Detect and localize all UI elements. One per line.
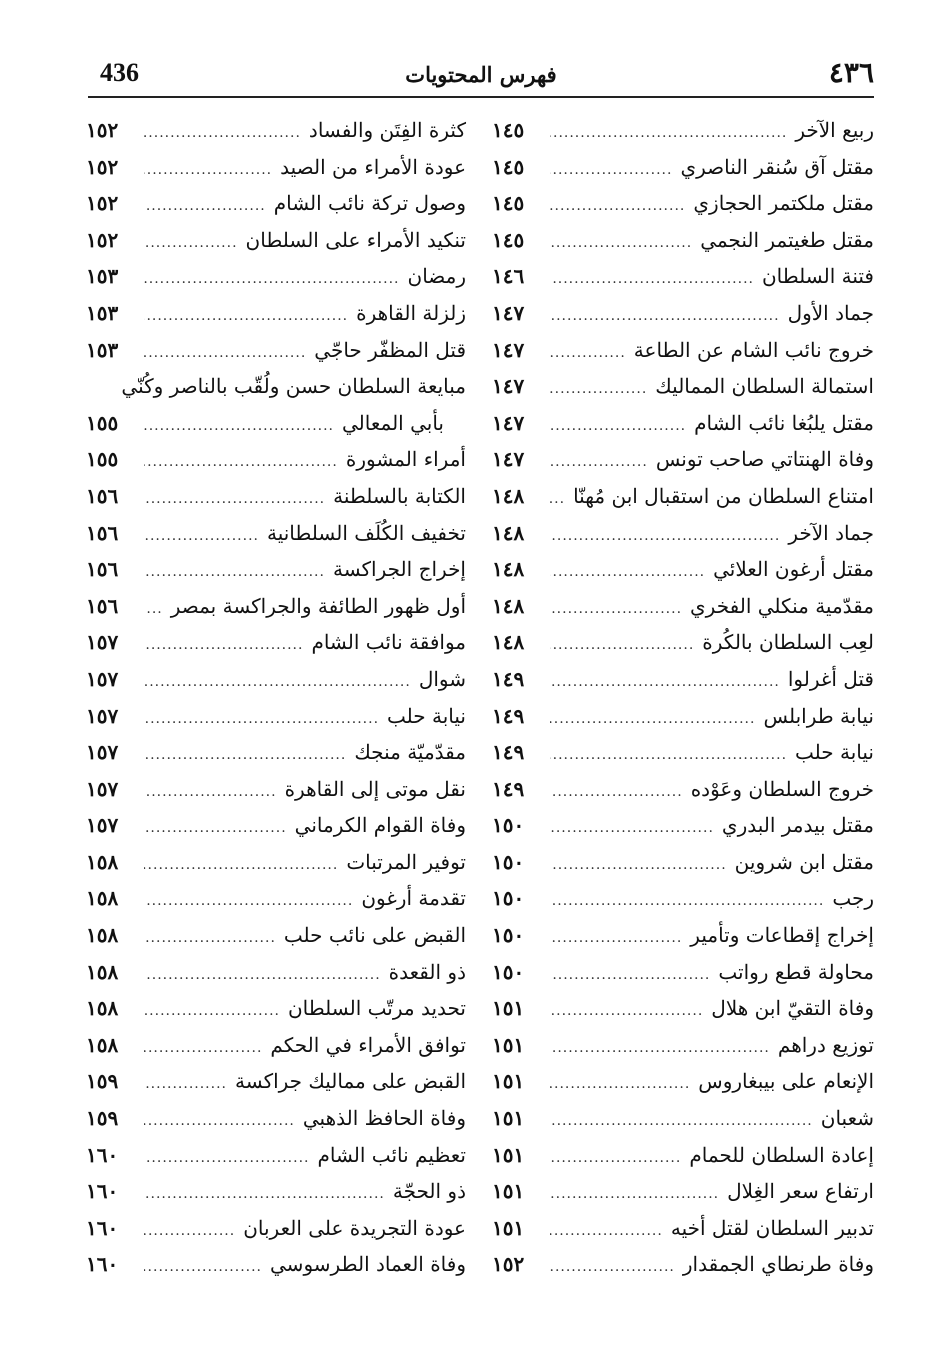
toc-entry-title: مقتل بيدمر البدري [721,813,874,838]
toc-entry-page: ١٥٩ [86,1069,119,1094]
toc-entry [86,1027,466,1064]
dot-leader [144,115,301,152]
toc-entry [492,954,874,991]
toc-entry [492,1137,874,1174]
toc-entry-title: إخراج إقطاعات وتأمير [690,923,874,948]
toc-entry [492,624,874,661]
dot-leader [550,408,686,445]
dot-leader [144,1140,309,1177]
toc-entry-title: وصول تركة نائب الشام [273,191,466,216]
toc-entry [86,1063,466,1100]
dot-leader [550,444,648,481]
toc-entry [492,185,874,222]
dot-leader [144,810,287,847]
toc-entry [86,1246,466,1283]
toc-entry [492,112,874,149]
dot-leader [144,883,353,920]
toc-entry [86,405,466,442]
toc-entry-page: ١٥١ [492,996,525,1021]
toc-entry-title: أول ظهور الطائفة والجراكسة بمصر [170,593,466,618]
toc-entry-page: ١٤٩ [492,740,525,765]
toc-entry [492,917,874,954]
toc-entry-title: توزيع دراهم [777,1032,874,1057]
toc-entry [86,478,466,515]
toc-entry-title: محاولة قطع رواتب [718,959,874,984]
toc-entry-title: قتل أغرلوا [787,666,874,691]
toc-entry [492,368,874,405]
toc-entry [492,551,874,588]
toc-entry [492,807,874,844]
toc-entry-page: ١٦٠ [86,1179,119,1204]
toc-entry-page: ١٥٠ [492,923,525,948]
toc-entry-title: مقدّميّة منجك [354,740,466,765]
toc-entry-page: ١٤٧ [492,337,525,362]
toc-entry-page: ١٤٨ [492,630,525,655]
toc-entry [86,734,466,771]
toc-entry-title: نيابة حلب [387,703,466,728]
toc-entry-title: الكتابة بالسلطنة [333,483,466,508]
toc-entry-page: ١٦٠ [86,1142,119,1167]
toc-entry-page: ١٥١ [492,1142,525,1167]
toc-entry-page: ١٥١ [492,1106,525,1131]
toc-entry-page: ١٥٣ [86,300,119,325]
dot-leader [144,554,325,591]
toc-entry-title: تدبير السلطان لقتل أخيه [670,1215,874,1240]
dot-leader [144,225,238,262]
dot-leader [144,261,400,298]
dot-leader [550,737,787,774]
page-number-latin: 436 [100,58,139,87]
toc-entry-title: الإنعام على بيبغاروس [698,1069,874,1094]
toc-entry [86,515,466,552]
toc-column-right [492,112,874,1283]
dot-leader [144,957,381,994]
dot-leader [144,518,259,555]
toc-entry-title: أمراء المشورة [345,447,466,472]
toc-entry [492,405,874,442]
toc-entry-page: ١٥٨ [86,1032,119,1057]
toc-entry-title: رمضان [407,264,466,289]
toc-entry [492,990,874,1027]
toc-entry-page: ١٥٠ [492,813,525,838]
toc-entry-page: ١٥٨ [86,849,119,874]
toc-entry-page: ١٤٧ [492,410,525,435]
toc-entry [86,807,466,844]
dot-leader [550,152,672,189]
toc-entry-page: ١٥٠ [492,959,525,984]
dot-leader [144,152,272,189]
dot-leader [144,1213,235,1250]
dot-leader [550,481,565,518]
toc-entry-title: القبض على مماليك جراكسة [235,1069,466,1094]
toc-entry-title: جماد الآخر [788,520,874,545]
dot-leader [144,1103,295,1140]
toc-entry-title: موافقة نائب الشام [311,630,466,655]
toc-entry-page: ١٥٧ [86,776,119,801]
toc-entry [492,1173,874,1210]
toc-entry-page: ١٤٦ [492,264,525,289]
toc-entry [86,551,466,588]
toc-entry-title: تخفيف الكُلَف السلطانية [266,520,466,545]
toc-entry [492,734,874,771]
toc-entry [492,880,874,917]
toc-entry-title: جماد الأول [787,300,874,325]
dot-leader [550,261,754,298]
toc-entry-page: ١٤٧ [492,374,525,399]
toc-entry [86,771,466,808]
page-title: فهرس المحتويات [405,62,557,87]
dot-leader [550,957,710,994]
toc-entry-title: تحديد مرتّب السلطان [287,996,466,1021]
toc-entry [86,1137,466,1174]
toc-entry [86,1173,466,1210]
toc-entry-page: ١٤٧ [492,447,525,472]
toc-entry [86,368,466,405]
toc-entry-page: ١٥٦ [86,557,119,582]
dot-leader [144,920,276,957]
toc-entry-title: خروج نائب الشام عن الطاعة [633,337,874,362]
toc-entry [86,1210,466,1247]
dot-leader [144,408,334,445]
toc-entry [492,149,874,186]
dot-leader [144,591,163,628]
toc-entry-page: ١٥٦ [86,483,119,508]
toc-entry-title: مقتل ابن شروين [734,849,874,874]
toc-entry [86,185,466,222]
toc-entry-page: ١٥٦ [86,520,119,545]
toc-entry [492,661,874,698]
dot-leader [550,810,714,847]
dot-leader [550,701,755,738]
toc-entry-page: ١٤٨ [492,557,525,582]
dot-leader [144,847,338,884]
toc-entry [492,588,874,625]
toc-entry-title: بأبي المعالي [342,410,444,435]
toc-entry-title: وفاة الهنتاتي صاحب تونس [655,447,874,472]
dot-leader [550,1066,690,1103]
toc-entry-title: تعظيم نائب الشام [317,1142,466,1167]
toc-entry [86,880,466,917]
toc-entry-page: ١٤٨ [492,483,525,508]
toc-entry [492,515,874,552]
toc-entry-page: ١٥٢ [86,227,119,252]
dot-leader [144,993,280,1030]
dot-leader [550,1103,813,1140]
toc-entry-title: مقتل ملكتمر الحجازي [693,191,874,216]
toc-entry-title: توافق الأمراء في الحكم [270,1032,466,1057]
dot-leader [144,664,411,701]
toc-entry-page: ١٥٠ [492,886,525,911]
toc-entry [492,222,874,259]
toc-entry-page: ١٥٧ [86,813,119,838]
dot-leader [550,1213,663,1250]
toc-entry-page: ١٥٨ [86,959,119,984]
dot-leader [550,993,703,1030]
toc-entry-page: ١٥٢ [86,118,119,142]
toc-entry-title: ذو القعدة [388,959,466,984]
dot-leader [550,774,683,811]
toc-entry-page: ١٥٧ [86,740,119,765]
dot-leader [550,920,682,957]
dot-leader [144,444,338,481]
toc-entry [86,844,466,881]
dot-leader [550,1140,681,1177]
toc-entry-title: مقدّمية منكلي الفخري [690,593,874,618]
header-rule [88,96,874,98]
toc-entry [86,588,466,625]
toc-entry-page: ١٤٧ [492,300,525,325]
dot-leader [550,298,780,335]
toc-entry-title: ارتفاع سعر الغِلال [727,1179,874,1204]
toc-entry-title: كثرة الفِتَن والفساد [308,118,466,142]
toc-entry-title: نيابة طرابلس [763,703,874,728]
toc-entry [492,1063,874,1100]
dot-leader [144,481,325,518]
toc-entry [492,1027,874,1064]
toc-entry-page: ١٦٠ [86,1215,119,1240]
toc-entry-title: تنكيد الأمراء على السلطان [245,227,466,252]
toc-entry-title: عودة الأمراء من الصيد [280,154,466,179]
dot-leader [550,335,626,372]
toc-entry-title: إعادة السلطان للحمام [689,1142,874,1167]
toc-entry-title: وفاة القوام الكرماني [294,813,466,838]
dot-leader [144,774,277,811]
toc-entry-title: مقتل آق سُنقر الناصري [680,154,874,179]
toc-entry-title: فتنة السلطان [761,264,874,289]
toc-entry-page: ١٥٧ [86,666,119,691]
toc-entry [86,295,466,332]
dot-leader [144,298,348,335]
toc-entry [492,1100,874,1137]
dot-leader [144,1176,385,1213]
toc-entry-page: ١٥٢ [86,191,119,216]
toc-entry [492,1246,874,1283]
toc-entry-title: وفاة طرنطاي الجمقدار [682,1252,874,1277]
toc-entry-page: ١٥٢ [492,1252,525,1277]
toc-entry-page: ١٥٠ [492,849,525,874]
toc-entry-page: ١٥١ [492,1179,525,1204]
toc-entry-title: عودة التجريدة على العربان [243,1215,466,1240]
page-number-arabic: ٤٣٦ [828,56,874,89]
toc-entry [492,698,874,735]
toc-entry-title: مقتل يلبُغا نائب الشام [694,410,874,435]
toc-entry [86,990,466,1027]
toc-entry-page: ١٥٧ [86,703,119,728]
dot-leader [550,115,787,152]
dot-leader [550,518,780,555]
toc-entry-title: لعِب السلطان بالكُرة [702,630,874,655]
toc-entry-page: ١٥٣ [86,264,119,289]
toc-entry-title: ذو الحجّة [392,1179,466,1204]
toc-entry-page: ١٤٩ [492,776,525,801]
toc-entry-title: استمالة السلطان المماليك [655,374,874,399]
toc-entry-page: ١٤٨ [492,593,525,618]
toc-entry [492,332,874,369]
toc-entry-title: خروج السلطان وعَوْده [690,776,874,801]
dot-leader [144,737,346,774]
dot-leader [550,1249,675,1286]
toc-entry [86,1100,466,1137]
toc-entry-page: ١٤٥ [492,118,525,142]
toc-entry [86,661,466,698]
dot-leader [144,701,379,738]
toc-entry-title: شوال [418,666,466,691]
dot-leader [550,225,692,262]
toc-entry-page: ١٥٦ [86,593,119,618]
toc-entry-page: ١٤٥ [492,227,525,252]
toc-entry-title: تقدمة أرغون [361,886,466,911]
toc-entry [86,112,466,149]
toc-entry-title: توفير المرتبات [346,849,466,874]
toc-entry-page: ١٥٩ [86,1106,119,1131]
dot-leader [144,188,266,225]
toc-entry-page: ١٥١ [492,1215,525,1240]
dot-leader [550,664,780,701]
dot-leader [144,1030,262,1067]
toc-entry-title: قتل المظفّر حاجّي [314,337,466,362]
dot-leader [550,627,694,664]
toc-entry-title: إخراج الجراكسة [332,557,466,582]
toc-entry-page: ١٤٩ [492,703,525,728]
dot-leader [550,371,647,408]
dot-leader [550,554,705,591]
toc-entry [86,258,466,295]
toc-entry-title: وفاة العماد الطرسوسي [270,1252,466,1277]
toc-entry [86,149,466,186]
dot-leader [144,1249,262,1286]
toc-entry [492,771,874,808]
toc-entry-title: مقتل أرغون العلائي [713,557,874,582]
toc-entry-title: نيابة حلب [795,740,874,765]
toc-entry [492,478,874,515]
toc-column-left [86,112,466,1283]
toc-entry-title: امتناع السلطان من استقبال ابن مُهنّا [573,483,874,508]
toc-entry [492,441,874,478]
dot-leader [144,1066,227,1103]
dot-leader [550,847,727,884]
toc-entry-title: وفاة الحافظ الذهبي [302,1106,466,1131]
toc-entry-page: ١٥١ [492,1069,525,1094]
toc-entry-title: وفاة التقيّ ابن هلال [711,996,874,1021]
toc-entry-page: ١٥٥ [86,447,119,472]
toc-entry [86,222,466,259]
dot-leader [550,883,824,920]
toc-entry-page: ١٤٩ [492,666,525,691]
toc-entry [86,917,466,954]
toc-entry [492,295,874,332]
toc-entry-page: ١٥٨ [86,886,119,911]
toc-entry-title: مقتل طغيتمر النجمي [700,227,874,252]
toc-entry-title: مبايعة السلطان حسن ولُقّب بالناصر وكُنّي [121,374,466,399]
page-header [88,52,874,96]
toc-entry-page: ١٤٥ [492,154,525,179]
toc-entry [86,332,466,369]
toc-entry [86,441,466,478]
dot-leader [550,1030,770,1067]
toc-entry-title: زلزلة القاهرة [356,300,466,325]
toc-entry [492,844,874,881]
toc-entry [86,698,466,735]
toc-entry-title: ربيع الآخر [795,118,874,142]
toc-entry-title: القبض على نائب حلب [283,923,466,948]
toc-entry-title: شعبان [820,1106,874,1131]
dot-leader [144,627,303,664]
toc-entry-page: ١٤٥ [492,191,525,216]
toc-entry-title: رجب [832,886,874,911]
toc-entry-page: ١٥٣ [86,337,119,362]
toc-entry-page: ١٥٨ [86,923,119,948]
toc-entry-page: ١٦٠ [86,1252,119,1277]
dot-leader [144,335,306,372]
dot-leader [550,1176,719,1213]
toc-entry-page: ١٥٧ [86,630,119,655]
toc-entry-page: ١٥٥ [86,410,119,435]
dot-leader [550,188,685,225]
toc-entry-page: ١٥٨ [86,996,119,1021]
toc-entry-page: ١٥٢ [86,154,119,179]
toc-entry [86,954,466,991]
toc-entry-title: نقل موتى إلى القاهرة [284,776,466,801]
dot-leader [550,591,682,628]
toc-entry [86,624,466,661]
toc-entry [492,258,874,295]
toc-entry [492,1210,874,1247]
toc-entry-page: ١٤٨ [492,520,525,545]
toc-entry-page: ١٥١ [492,1032,525,1057]
